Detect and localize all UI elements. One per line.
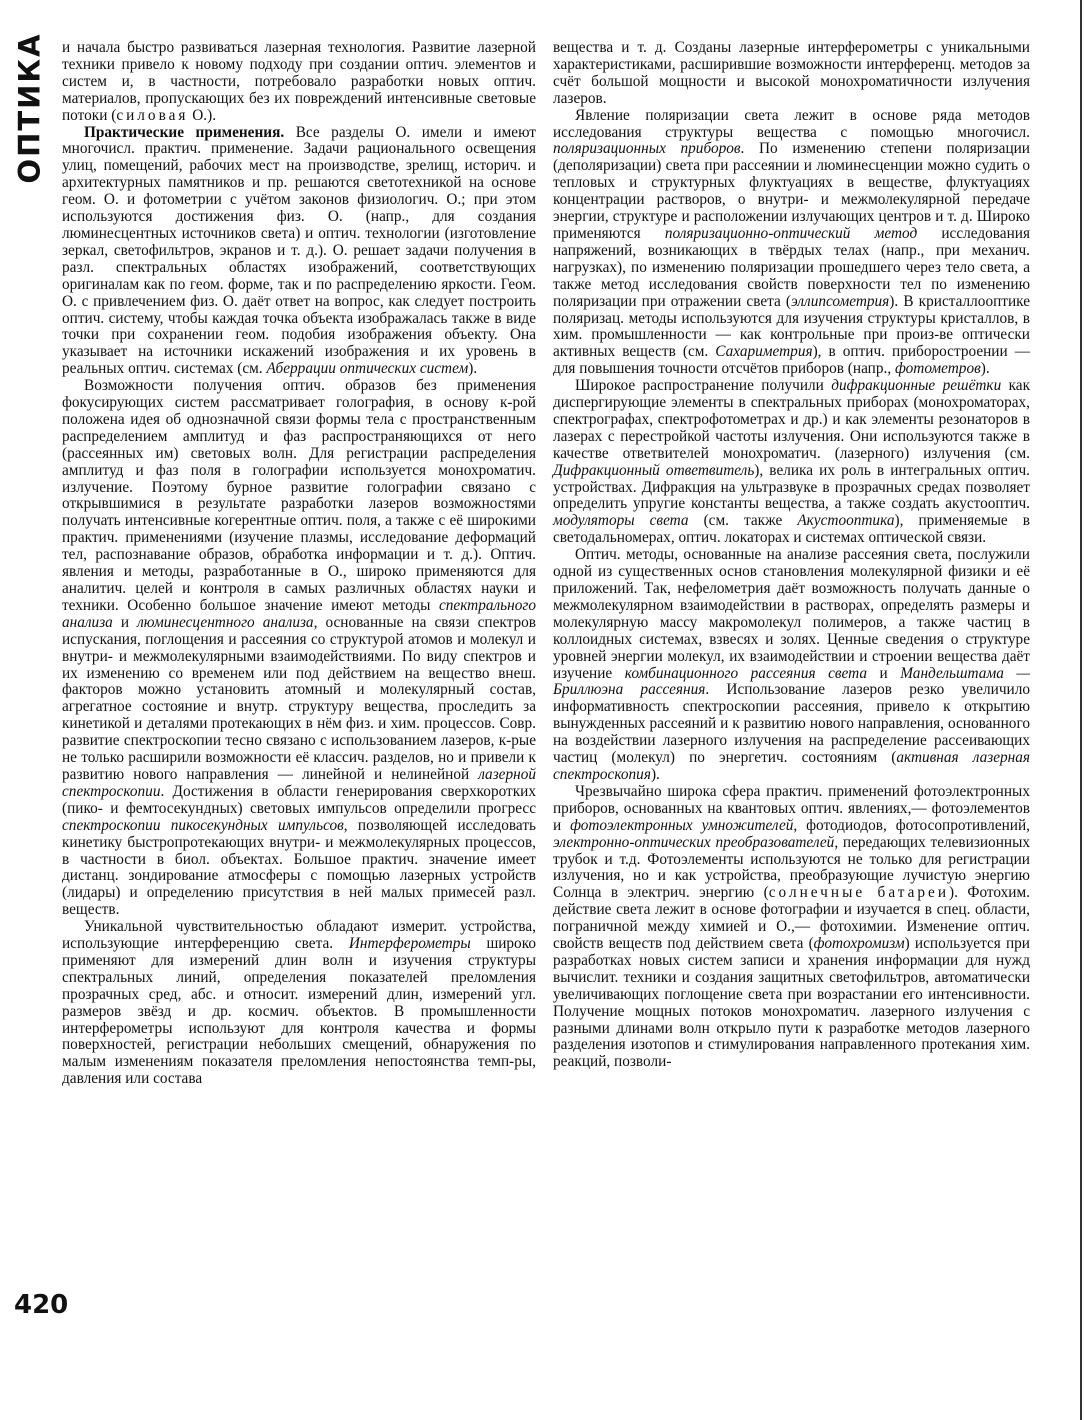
paragraph: Практические применения. Все разделы О. имели и имеют многочисл. практич. применение. Задачи рационального освещения улиц, помещений, рабочих мест на производстве, зрелищ, историч. и архитектурных памятников и пр. решаются светотехникой на основе геом. О. и фотометрии с учётом законов физиологич. О.; при этом используются достижения физ. О. (напр., для создания люминесцентных источников света) и оптич. технологии (изготовление зеркал, светофильтров, экранов и т. д.). О. решает задачи получения в разл. спектральных областях изображений, соответствующих оригиналам как по геом. форме, так и по распределению яркости. Геом. О. с привлечением физ. О. даёт ответ на вопрос, как следует построить оптич. систему, чтобы каждая точка объекта изображалась также в виде точки при сохранении геом. подобия изображения объекту. Она указывает на источники искажений изображения и их уровень в реальных оптич. системах (см. Аберрации оптических систем).	[62, 123, 536, 378]
cross-reference: фотохромизм	[813, 935, 905, 953]
cross-reference: модуляторы света	[553, 512, 689, 530]
paragraph: вещества и т. д. Созданы лазерные интерферометры с уникальными характеристиками, расширившие возможности интерференц. методов за счёт большой мощности и высокой монохроматичности излучения лазеров.	[553, 39, 1030, 107]
cross-reference: Дифракционный ответвитель	[553, 461, 755, 479]
cross-reference: Аберрации оптических систем	[266, 360, 469, 378]
cross-reference: электронно-оптических преобразователей	[553, 833, 835, 851]
paragraph: и начала быстро развиваться лазерная технология. Развитие лазерной техники привело к новому подходу при создании оптич. элементов и систем и, в частности, потребовало разработки новых оптич. материалов, пропускающих без их повреждений интенсивные световые потоки (силовая О.).	[62, 39, 536, 124]
cross-reference: активная лазерная спектроскопия	[553, 749, 1030, 783]
cross-reference: эллипсометрия	[791, 292, 890, 310]
paragraph: Явление поляризации света лежит в основе ряда методов исследования структуры вещества с помощью многочисл. поляризационных приборов. По изменению степени поляризации (деполяризации) света при рассеянии и люминесценции можно судить о тепловых и структурных флуктуациях в веществе, флуктуациях концентрации растворов, о внутри- и межмолекулярной передаче энергии, структуре и расположении излучающих центров и т. д. Широко применяются поляризационно-оптический метод исследования напряжений, возникающих в твёрдых телах (напр., при механич. нагрузках), по изменению поляризации прошедшего через тело света, а также метод исследования свойств поверхности тел по изменению поляризации при отражении света (эллипсометрия). В кристаллооптике поляризац. методы используются для изучения структуры кристаллов, в хим. промышленности — как контрольные при произ-ве оптически активных веществ (см. Сахариметрия), в оптич. приборостроении — для повышения точности отсчётов приборов (напр., фотометров).	[553, 106, 1031, 378]
cross-reference: лазерной спектроскопии	[62, 765, 536, 800]
cross-reference: Интерферометры	[348, 935, 471, 953]
right-edge-rule	[1080, 0, 1082, 1420]
paragraph: Широкое распространение получили дифракционные решётки как диспергирующие элементы в спектральных приборах (монохроматорах, спектрографах, спектрофотометрах и др.) и как элементы резонаторов в лазерах с перестройкой частоты излучения. Они используются также в качестве ответвителей монохроматич. (лазерного) излучения (см. Дифракционный ответвитель), велика их роль в интегральных оптич. устройствах. Дифракция на ультразвуке в прозрачных средах позволяет определить упругие константы вещества, а также создать акустооптич. модуляторы света (см. также Акустооптика), применяемые в светодальномерах, оптич. локаторах и системах оптической связи.	[553, 377, 1031, 547]
paragraph: Оптич. методы, основанные на анализе рассеяния света, послужили одной из существенных основ становления молекулярной физики и её приложений. Так, нефелометрия даёт возможность получать данные о межмолекулярном взаимодействии в растворах, определять размеры и молекулярную массу макромолекул полимеров, а также частиц в коллоидных системах, взвесях и золях. Ценные сведения о структуре уровней энергии молекул, их взаимодействии и строении вещества даёт изучение комбинационного рассеяния света и Мандельштама — Бриллюэна рассеяния. Использование лазеров резко увеличило информативность спектроскопии рассеяния, привело к открытию вынужденных рассеяний и к развитию нового направления, основанного на воздействии лазерного излучения на распределение рассеивающих частиц (молекул) по энергетич. состояниям (активная лазерная спектроскопия).	[553, 546, 1030, 783]
paragraph: Уникальной чувствительностью обладают измерит. устройства, использующие интерференцию света. Интерферометры широко применяют для измерений длин волн и изучения структуры спектральных линий, определения показателей преломления прозрачных сред, абс. и относит. измерений длин, измерений угл. размеров звёзд и др. космич. объектов. В промышленности интерферометры используют для контроля качества и формы поверхностей, регистрации небольших смещений, обнаружения по малым изменениям показателя преломления непостоянства темп-ры, давления или состава	[62, 918, 537, 1088]
cross-reference: поляризационных приборов	[553, 140, 741, 158]
left-column	[62, 40, 536, 1088]
cross-reference: фотометров	[894, 360, 981, 378]
cross-reference: фотоэлектронных умножителей	[570, 816, 794, 834]
cross-reference: комбинационного рассеяния света	[624, 664, 868, 682]
cross-reference: люминесцентного анализа	[137, 613, 314, 631]
cross-reference: поляризационно-оптический метод	[664, 224, 918, 242]
cross-reference: дифракционные решётки	[831, 377, 1002, 395]
right-column	[553, 40, 1030, 1071]
page-number: 420	[14, 1290, 69, 1320]
cross-reference: спектроскопии пикосекундных импульсов	[62, 816, 344, 834]
section-heading: Практические применения.	[84, 123, 285, 141]
section-title: ОПТИКА	[13, 32, 47, 184]
paragraph: Чрезвычайно широка сфера практич. применений фотоэлектронных приборов, основанных на квантовых оптич. явлениях,— фотоэлементов и фотоэлектронных умножителей, фотодиодов, фотосопротивлений, электронно-оптических преобразователей, передающих телевизионных трубок и т.д. Фотоэлементы используются не только для регистрации излучения, но и как устройства, преобразующие лучистую энергию Солнца в электрич. энергию (солнечные батареи). Фотохим. действие света лежит в основе фотографии и изучается в спец. области, пограничной между химией и О.,— фотохимии. Изменение оптич. свойств веществ под действием света (фотохромизм) используется при разработках новых систем записи и хранения информации для нужд вычислит. техники и создания защитных светофильтров, автоматически увеличивающих поглощение света при возрастании его интенсивности. Получение мощных потоков монохроматич. лазерного излучения с разными длинами волн открыло пути к разработке методов лазерного разделения изотопов и стимулирования направленного протекания хим. реакций, позволи-	[553, 782, 1031, 1071]
paragraph: Возможности получения оптич. образов без применения фокусирующих систем рассматривает голография, в основу к-рой положена идея об однозначной связи формы тела с пространственным распределением амплитуд и фаз распространяющихся от него (рассеянных им) световых волн. Для регистрации распределения амплитуд и фаз поля в голографии используется монохроматич. излучение. Поэтому бурное развитие голографии связано с открывшимися в результате разработки лазеров возможностями получать интенсивные когерентные оптич. поля, а также с её широкими практич. применениями (изучение плазмы, исследование деформаций тел, распознавание образов, обработка информации и т. д.). Оптич. явления и методы, разработанные в О., широко применяются для аналитич. целей и контроля в самых различных областях науки и техники. Особенно большое значение имеют методы спектрального анализа и люминесцентного анализа, основанные на связи спектров испускания, поглощения и рассеяния со структурой атомов и молекул и внутри- и межмолекулярными взаимодействиями. По виду спектров и их изменению со временем или под действием на вещество внеш. факторов можно установить атомный и молекулярный состав, агрегатное состояние и внутр. структуру вещества, проследить за кинетикой и деталями протекающих в нём физ. и хим. процессов. Совр. развитие спектроскопии тесно связано с использованием лазеров, к-рые не только расширили возможности её классич. разделов, но и привели к развитию нового направления — линейной и нелинейной лазерной спектроскопии. Достижения в области генерирования сверхкоротких (пико- и фемтосекундных) световых импульсов определили прогресс спектроскопии пикосекундных импульсов, позволяющей исследовать кинетику быстропротекающих внутри- и межмолекулярных процессов, в частности в биол. объектах. Большое практич. значение имеет дистанц. зондирование атмосферы с помощью лазерных устройств (лидары) и определению присутствия в ней малых примесей разл. веществ.	[62, 377, 537, 919]
cross-reference: Сахариметрия	[715, 343, 813, 361]
cross-reference: Мандельштама — Бриллюэна рассеяния	[553, 664, 1030, 699]
cross-reference: спектрального анализа	[62, 596, 536, 631]
cross-reference: Акустооптика	[797, 512, 895, 530]
